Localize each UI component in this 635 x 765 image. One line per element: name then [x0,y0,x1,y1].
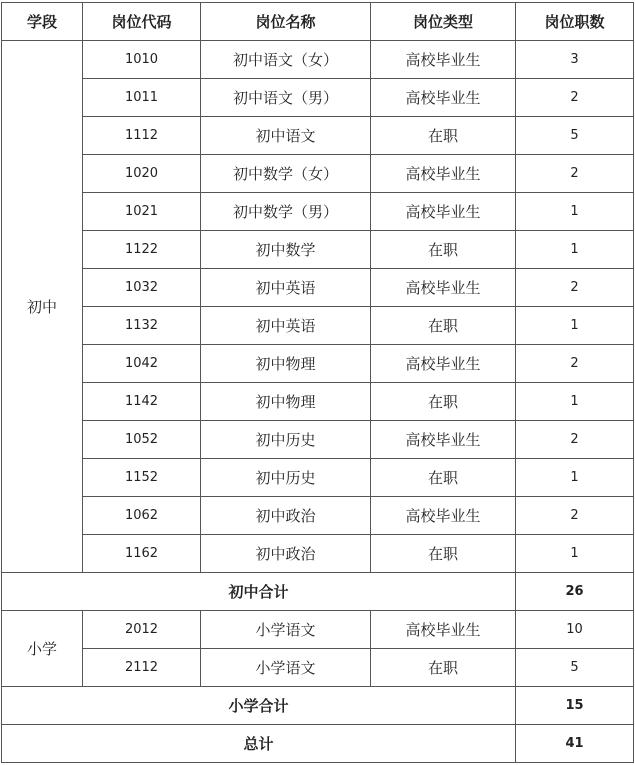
code-cell: 1162 [83,535,201,573]
code-cell: 1142 [83,383,201,421]
name-cell: 小学语文 [201,611,371,649]
level-cell-junior: 初中 [2,41,83,573]
subtotal-row-primary [2,687,634,725]
table-row [2,611,634,649]
code-cell: 1052 [83,421,201,459]
count-cell: 2 [516,497,634,535]
type-cell: 高校毕业生 [371,611,516,649]
type-cell: 在职 [371,535,516,573]
subtotal-label-junior: 初中合计 [2,573,516,611]
code-cell: 1011 [83,79,201,117]
name-cell: 初中物理 [201,383,371,421]
name-cell: 初中语文（男） [201,79,371,117]
subtotal-value-primary: 15 [516,687,634,725]
name-cell: 初中历史 [201,459,371,497]
name-cell: 初中英语 [201,307,371,345]
type-cell: 在职 [371,117,516,155]
name-cell: 初中语文（女） [201,41,371,79]
count-cell: 2 [516,421,634,459]
name-cell: 初中政治 [201,497,371,535]
header-row [2,3,634,41]
table-row [2,117,634,155]
count-cell: 2 [516,269,634,307]
code-cell: 1042 [83,345,201,383]
subtotal-label-primary: 小学合计 [2,687,516,725]
name-cell: 初中数学（男） [201,193,371,231]
type-cell: 高校毕业生 [371,41,516,79]
name-cell: 小学语文 [201,649,371,687]
type-cell: 在职 [371,307,516,345]
grand-total-row [2,725,634,763]
code-cell: 1010 [83,41,201,79]
grand-total-value: 41 [516,725,634,763]
subtotal-row-junior [2,573,634,611]
table-row [2,307,634,345]
table-row [2,535,634,573]
header-name: 岗位名称 [201,3,371,41]
code-cell: 1032 [83,269,201,307]
type-cell: 在职 [371,231,516,269]
header-count: 岗位职数 [516,3,634,41]
type-cell: 高校毕业生 [371,79,516,117]
name-cell: 初中历史 [201,421,371,459]
count-cell: 3 [516,41,634,79]
code-cell: 2012 [83,611,201,649]
code-cell: 1152 [83,459,201,497]
count-cell: 1 [516,535,634,573]
code-cell: 2112 [83,649,201,687]
code-cell: 1122 [83,231,201,269]
table-row [2,269,634,307]
count-cell: 1 [516,193,634,231]
table-row [2,649,634,687]
type-cell: 高校毕业生 [371,155,516,193]
count-cell: 1 [516,383,634,421]
type-cell: 在职 [371,459,516,497]
type-cell: 高校毕业生 [371,421,516,459]
table-row [2,231,634,269]
count-cell: 1 [516,307,634,345]
table-row [2,79,634,117]
code-cell: 1112 [83,117,201,155]
type-cell: 高校毕业生 [371,345,516,383]
code-cell: 1062 [83,497,201,535]
count-cell: 5 [516,117,634,155]
level-cell-primary: 小学 [2,611,83,687]
code-cell: 1021 [83,193,201,231]
type-cell: 高校毕业生 [371,269,516,307]
name-cell: 初中物理 [201,345,371,383]
count-cell: 1 [516,231,634,269]
table-row [2,345,634,383]
table-row [2,41,634,79]
table-row [2,421,634,459]
count-cell: 5 [516,649,634,687]
code-cell: 1020 [83,155,201,193]
header-type: 岗位类型 [371,3,516,41]
positions-table [1,2,634,763]
name-cell: 初中数学 [201,231,371,269]
name-cell: 初中语文 [201,117,371,155]
subtotal-value-junior: 26 [516,573,634,611]
type-cell: 高校毕业生 [371,193,516,231]
count-cell: 1 [516,459,634,497]
table-row [2,497,634,535]
type-cell: 在职 [371,649,516,687]
type-cell: 在职 [371,383,516,421]
count-cell: 10 [516,611,634,649]
count-cell: 2 [516,155,634,193]
code-cell: 1132 [83,307,201,345]
table-row [2,459,634,497]
name-cell: 初中英语 [201,269,371,307]
header-level: 学段 [2,3,83,41]
grand-total-label: 总计 [2,725,516,763]
name-cell: 初中政治 [201,535,371,573]
table-row [2,383,634,421]
count-cell: 2 [516,345,634,383]
table-row [2,155,634,193]
name-cell: 初中数学（女） [201,155,371,193]
type-cell: 高校毕业生 [371,497,516,535]
header-code: 岗位代码 [83,3,201,41]
count-cell: 2 [516,79,634,117]
table-row [2,193,634,231]
